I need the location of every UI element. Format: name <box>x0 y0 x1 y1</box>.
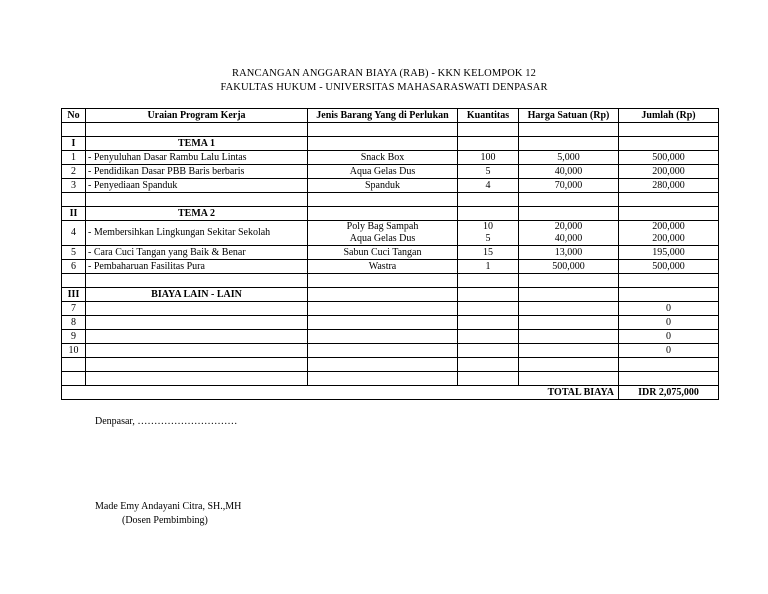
row-jenis: Aqua Gelas Dus <box>349 233 416 244</box>
section-row-tema2 <box>62 207 719 221</box>
header-harga: Harga Satuan (Rp) <box>519 109 619 123</box>
row-harga: 5,000 <box>519 151 619 165</box>
row-jumlah: 500,000 <box>619 260 719 274</box>
spacer-row <box>62 123 719 137</box>
total-value: IDR 2,075,000 <box>619 386 719 400</box>
row-number: 10 <box>62 344 86 358</box>
spacer-row <box>62 274 719 288</box>
empty-row <box>62 358 719 372</box>
row-jumlah: 0 <box>619 330 719 344</box>
row-uraian: - Pembaharuan Fasilitas Pura <box>86 260 308 274</box>
section-number: III <box>62 288 86 302</box>
row-kuantitas: 5 <box>485 233 491 244</box>
row-kuantitas: 15 <box>458 246 519 260</box>
row-jenis: Sabun Cuci Tangan <box>308 246 458 260</box>
table-row <box>62 260 719 274</box>
row-jenis: Wastra <box>308 260 458 274</box>
table-row <box>62 246 719 260</box>
row-harga: 500,000 <box>519 260 619 274</box>
row-number: 4 <box>62 221 86 246</box>
row-number: 8 <box>62 316 86 330</box>
table-row <box>62 344 719 358</box>
row-number: 7 <box>62 302 86 316</box>
total-label: TOTAL BIAYA <box>62 386 619 400</box>
row-jumlah: 280,000 <box>619 179 719 193</box>
section-label: TEMA 1 <box>86 137 308 151</box>
row-harga: 20,000 <box>554 221 583 232</box>
row-kuantitas: 4 <box>458 179 519 193</box>
spacer-row <box>62 193 719 207</box>
row-jumlah: 200,000 <box>619 165 719 179</box>
table-row <box>62 330 719 344</box>
row-number: 1 <box>62 151 86 165</box>
table-row <box>62 302 719 316</box>
row-jenis: Spanduk <box>308 179 458 193</box>
row-number: 2 <box>62 165 86 179</box>
row-harga: 40,000 <box>519 165 619 179</box>
row-jumlah: 0 <box>619 344 719 358</box>
row-jumlah: 200,000 <box>652 221 685 232</box>
row-number: 5 <box>62 246 86 260</box>
row-harga: 40,000 <box>554 233 583 244</box>
row-uraian: - Membersihkan Lingkungan Sekitar Sekolah <box>86 221 308 246</box>
section-row-lain <box>62 288 719 302</box>
table-row <box>62 316 719 330</box>
table-row <box>62 179 719 193</box>
header-no: No <box>62 109 86 123</box>
header-uraian: Uraian Program Kerja <box>86 109 308 123</box>
row-uraian: - Penyuluhan Dasar Rambu Lalu Lintas <box>86 151 308 165</box>
row-harga: 13,000 <box>519 246 619 260</box>
row-kuantitas: 10 <box>483 221 493 232</box>
signer-role: (Dosen Pembimbing) <box>122 515 208 526</box>
row-uraian: - Pendidikan Dasar PBB Baris berbaris <box>86 165 308 179</box>
row-kuantitas: 100 <box>458 151 519 165</box>
row-jenis: Poly Bag Sampah <box>346 221 419 232</box>
row-jenis: Snack Box <box>308 151 458 165</box>
row-jumlah: 0 <box>619 316 719 330</box>
row-number: 6 <box>62 260 86 274</box>
table-row <box>62 151 719 165</box>
budget-table <box>61 108 719 400</box>
row-harga: 70,000 <box>519 179 619 193</box>
row-jumlah: 0 <box>619 302 719 316</box>
header-jumlah: Jumlah (Rp) <box>619 109 719 123</box>
table-header-row <box>62 109 719 123</box>
row-kuantitas: 1 <box>458 260 519 274</box>
table-row <box>62 221 719 246</box>
row-kuantitas: 5 <box>458 165 519 179</box>
section-number: II <box>62 207 86 221</box>
row-jumlah: 500,000 <box>619 151 719 165</box>
row-uraian: - Penyediaan Spanduk <box>86 179 308 193</box>
row-jumlah: 195,000 <box>619 246 719 260</box>
section-row-tema1 <box>62 137 719 151</box>
row-jumlah: 200,000 <box>652 233 685 244</box>
row-jenis: Aqua Gelas Dus <box>308 165 458 179</box>
section-label: TEMA 2 <box>86 207 308 221</box>
empty-row <box>62 372 719 386</box>
place-date: Denpasar, ………………………… <box>95 416 238 427</box>
row-number: 3 <box>62 179 86 193</box>
row-uraian: - Cara Cuci Tangan yang Baik & Benar <box>86 246 308 260</box>
table-row <box>62 165 719 179</box>
section-label: BIAYA LAIN - LAIN <box>86 288 308 302</box>
total-row <box>62 386 719 400</box>
document-subtitle: FAKULTAS HUKUM - UNIVERSITAS MAHASARASWATI DENPASAR <box>220 82 548 93</box>
row-number: 9 <box>62 330 86 344</box>
section-number: I <box>62 137 86 151</box>
header-jenis: Jenis Barang Yang di Perlukan <box>308 109 458 123</box>
signer-name: Made Emy Andayani Citra, SH.,MH <box>95 501 242 512</box>
document-title: RANCANGAN ANGGARAN BIAYA (RAB) - KKN KELOMPOK 12 <box>232 68 536 79</box>
header-kuantitas: Kuantitas <box>458 109 519 123</box>
